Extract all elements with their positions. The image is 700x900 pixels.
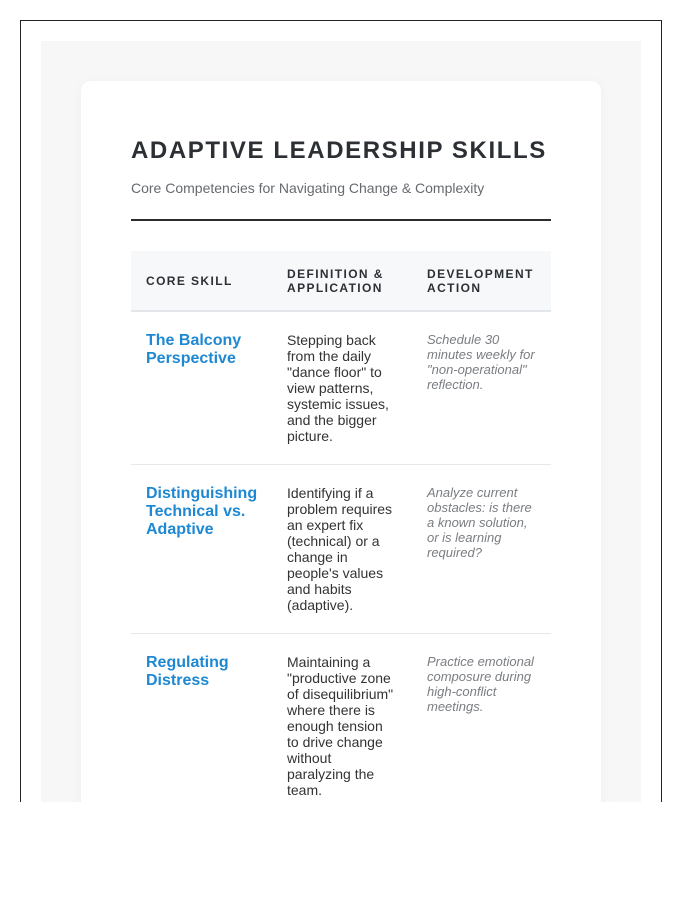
column-header-core-skill: CORE SKILL [131,251,272,311]
table-header-row [131,251,551,311]
development-action: Schedule 30 minutes weekly for "non-operational" reflection. [427,332,535,392]
action-cell [412,464,551,633]
skill-definition: Identifying if a problem requires an expert fix (technical) or a change in people's values and habits (adaptive). [287,484,393,613]
table-row [131,633,551,802]
table-row [131,311,551,464]
column-header-definition: DEFINITION & APPLICATION [272,251,412,311]
skill-name: The Balcony Perspective [146,332,242,367]
development-action: Analyze current obstacles: is there a known solution, or is learning required? [427,484,532,560]
action-cell [412,633,551,802]
page-title: ADAPTIVE LEADERSHIP SKILLS [131,137,547,164]
skill-definition: Maintaining a "productive zone of disequilibrium" where there is enough tension to drive change without paralyzing the team. [287,653,394,798]
content-card [81,81,601,802]
skill-definition: Stepping back from the daily "dance floor" to view patterns, systemic issues, and the bigger picture. [287,332,389,444]
skill-cell [131,464,272,633]
definition-cell [272,464,412,633]
skill-name: Regulating Distress [146,653,229,689]
page-subtitle: Core Competencies for Navigating Change & Complexity [131,180,485,196]
table-row [131,464,551,633]
column-header-development-action: DEVELOPMENT ACTION [412,251,551,311]
page-background [41,41,641,802]
development-action: Practice emotional composure during high-conflict meetings. [427,653,534,714]
definition-cell [272,311,412,464]
document-viewport [20,20,662,802]
skill-cell [131,311,272,464]
action-cell [412,311,551,464]
skills-table [131,251,551,802]
skill-cell [131,633,272,802]
definition-cell [272,633,412,802]
title-divider [131,219,551,221]
skill-name: Distinguishing Technical vs. Adaptive [146,484,258,538]
